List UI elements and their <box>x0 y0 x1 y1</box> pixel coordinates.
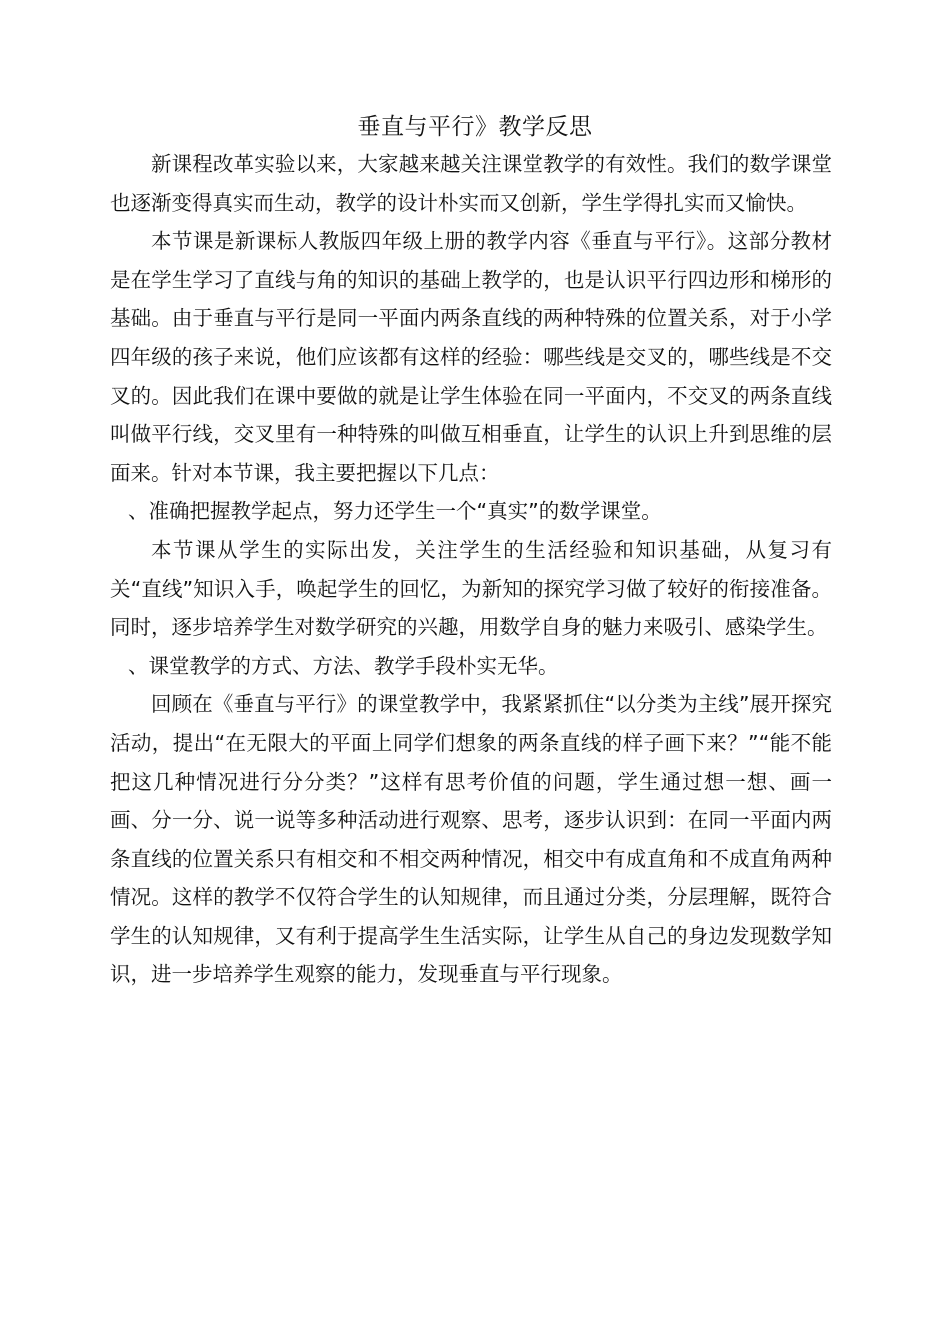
document-title: 垂直与平行》教学反思 <box>357 114 593 140</box>
point-one-paragraph: 本节课从学生的实际出发，关注学生的生活经验和知识基础，从复习有关“直线”知识入手，唤起学生的回忆，为新知的探究学习做了较好的衔接准备。同时，逐步培养学生对数学研究的兴趣，用数学自身的魅力来吸引、感染学生。 <box>110 537 832 640</box>
point-two-paragraph: 回顾在《垂直与平行》的课堂教学中，我紧紧抓住“以分类为主线”展开探究活动，提出“在无限大的平面上同学们想象的两条直线的样子画下来？”“能不能把这几种情况进行分分类？”这样有思考价值的问题，学生通过想一想、画一画、分一分、说一说等多种活动进行观察、思考，逐步认识到：在同一平面内两条直线的位置关系只有相交和不相交两种情况，相交中有成直角和不成直角两种情况。这样的教学不仅符合学生的认知规律，而且通过分类，分层理解，既符合学生的认知规律，又有利于提高学生生活实际，让学生从自己的身边发现数学知识，进一步培养学生观察的能力，发现垂直与平行现象。 <box>110 692 832 987</box>
point-one-heading: 、准确把握教学起点，努力还学生一个“真实”的数学课堂。 <box>128 499 662 524</box>
intro-paragraph: 新课程改革实验以来，大家越来越关注课堂教学的有效性。我们的数学课堂也逐渐变得真实而生动，教学的设计朴实而又创新，学生学得扎实而又愉快。 <box>110 152 832 215</box>
lesson-overview-paragraph: 本节课是新课标人教版四年级上册的教学内容《垂直与平行》。这部分教材是在学生学习了直线与角的知识的基础上教学的，也是认识平行四边形和梯形的基础。由于垂直与平行是同一平面内两条直线的两种特殊的位置关系，对于小学四年级的孩子来说，他们应该都有这样的经验：哪些线是交叉的，哪些线是不交叉的。因此我们在课中要做的就是让学生体验在同一平面内，不交叉的两条直线叫做平行线，交叉里有一种特殊的叫做互相垂直，让学生的认识上升到思维的层面来。针对本节课，我主要把握以下几点： <box>110 229 832 485</box>
point-two-heading: 、课堂教学的方式、方法、教学手段朴实无华。 <box>128 653 559 678</box>
document-body <box>110 145 832 994</box>
